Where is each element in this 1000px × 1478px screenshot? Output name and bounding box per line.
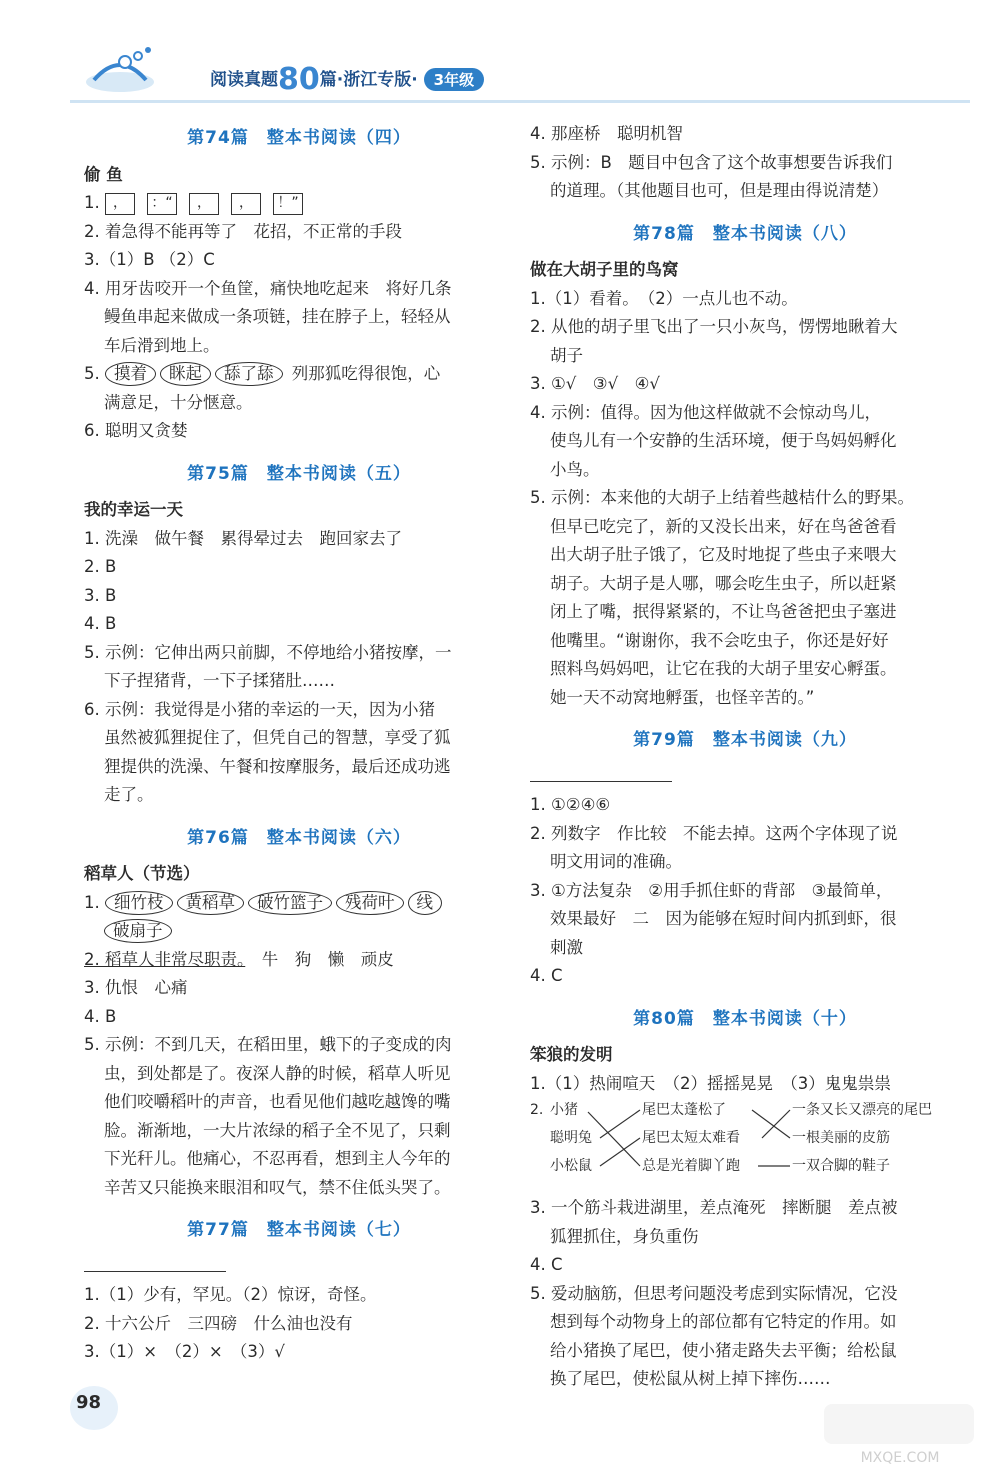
answer-74-3: 3.（1）B （2）C xyxy=(84,250,215,269)
match-right: 一条又长又漂亮的尾巴 xyxy=(792,1102,932,1118)
grade-badge: 3年级 xyxy=(424,68,484,91)
answer-74-5: 5. 摸着 眯起 舔了舔 列那狐吃得很饱，心 xyxy=(84,360,514,389)
answer-80-5: 5. 爱动脑筋，但思考问题没考虑到实际情况，它没 xyxy=(530,1283,898,1303)
answer-75-6: 6. 示例：我觉得是小猪的幸运的一天，因为小猪 xyxy=(84,699,435,719)
answer-80-1: 1.（1）热闹喧天 （2）摇摇晃晃 （3）鬼鬼祟祟 xyxy=(530,1073,891,1093)
answer-79-1: 1. ①②④⑥ xyxy=(530,795,611,814)
book-title xyxy=(210,62,484,97)
answer-76-3: 3. 仇恨 心痛 xyxy=(84,978,188,997)
answer-80-3: 3. 一个筋斗栽进湖里，差点淹死 摔断腿 差点被 xyxy=(530,1198,898,1217)
answer-78-5-cont: 他嘴里。“谢谢你，我不会吃虫子，你还是好好 xyxy=(550,630,889,650)
match-right: 一双合脚的鞋子 xyxy=(792,1158,890,1174)
right-column xyxy=(530,120,960,1394)
circled-word: 破扇子 xyxy=(104,919,172,943)
circled-word: 细竹枝 xyxy=(105,891,173,915)
answer-77-2: 2. 十六公斤 三四磅 什么油也没有 xyxy=(84,1313,353,1333)
circled-word: 残荷叶 xyxy=(336,891,404,915)
punct-box: ， xyxy=(189,193,219,215)
answer-78-5-cont: 但早已吃完了，新的又没长出来，好在鸟爸爸看 xyxy=(550,516,897,536)
answer-74-2: 2. 着急得不能再等了 花招，不正常的手段 xyxy=(84,221,402,241)
answer-79-2: 2. 列数字 作比较 不能去掉。这两个字体现了说 xyxy=(530,823,898,843)
answer-80-4: 4. C xyxy=(530,1255,563,1274)
match-mid: 总是光着脚丫跑 xyxy=(642,1158,740,1174)
answer-76-1: 1. 细竹枝 黄稻草 破竹篮子 残荷叶 线 xyxy=(84,889,514,918)
answer-75-5: 5. 示例：它伸出两只前脚，不停地给小猪按摩，一 xyxy=(84,642,452,662)
story-title-78: 做在大胡子里的鸟窝 xyxy=(530,260,679,279)
answer-77-4: 4. 那座桥 聪明机智 xyxy=(530,124,683,143)
answer-79-3-cont: 效果最好 二 因为能够在短时间内抓到虾，很 xyxy=(550,909,897,928)
answer-74-5-cont: 满意足，十分惬意。 xyxy=(104,392,253,412)
answer-75-6-cont: 虽然被狐狸捉住了，但凭自己的智慧，享受了狐 xyxy=(104,728,451,747)
story-title-blank-79 xyxy=(530,763,960,792)
answer-76-5-cont: 脸。渐渐地，一大片浓绿的稻子全不见了，只剩 xyxy=(104,1120,451,1140)
match-left: 聪明兔 xyxy=(550,1130,592,1146)
answer-74-4-cont: 鳗鱼串起来做成一条项链，挂在脖子上，轻轻从 xyxy=(104,307,451,326)
answer-75-1: 1. 洗澡 做午餐 累得晕过去 跑回家去了 xyxy=(84,528,402,548)
answer-76-2: 2. 稻草人非常尽职责。 牛 狗 懒 顽皮 xyxy=(84,949,394,969)
answer-79-4: 4. C xyxy=(530,966,563,985)
answer-78-5-cont: 出大胡子肚子饿了，它及时地捉了些虫子来喂大 xyxy=(550,545,897,564)
answer-76-5-cont: 他们咬嚼稻叶的声音，也看见他们越吃越馋的嘴 xyxy=(104,1092,451,1111)
story-title-74: 偷 鱼 xyxy=(84,164,123,184)
answer-79-3: 3. ①方法复杂 ②用手抓住虾的背部 ③最简单， xyxy=(530,880,893,900)
answer-75-6-cont: 走了。 xyxy=(104,785,154,804)
match-mid: 尾巴太短太难看 xyxy=(642,1130,740,1146)
answer-76-5-cont: 辛苦又只能换来眼泪和叹气，禁不住低头哭了。 xyxy=(104,1177,451,1197)
answer-80-3-cont: 狐狸抓住，身负重伤 xyxy=(550,1226,699,1246)
answer-78-1: 1.（1）看着。 （2）一点儿也不动。 xyxy=(530,288,798,308)
answer-76-4: 4. B xyxy=(84,1006,117,1026)
punct-box: ！” xyxy=(273,193,303,215)
answer-79-2-cont: 明文用词的准确。 xyxy=(550,852,682,871)
circled-word: 黄稻草 xyxy=(177,891,245,915)
match-lines xyxy=(530,1098,960,1194)
section-heading-75: 第75篇 整本书阅读（五） xyxy=(187,463,411,484)
matching-diagram: 2. 小猪 聪明兔 小松鼠 尾巴太蓬松了 尾巴太短太难看 总是光着脚丫跑 一条又长又漂亮的尾巴 一根美丽的皮筋 一双合脚的鞋子 xyxy=(530,1098,960,1194)
answer-74-1: 1. ， ：“ ， ， ！” xyxy=(84,189,514,218)
page-number: 98 xyxy=(76,1392,102,1413)
answer-78-5-cont: 她一天不动窝地孵蛋，也怪辛苦的。” xyxy=(550,687,815,707)
answer-75-6-cont: 狸提供的洗澡、午餐和按摩服务，最后还成功逃 xyxy=(104,756,451,776)
answer-76-5-cont: 虫，到处都是了。夜深人静的时候，稻草人听见 xyxy=(104,1063,451,1083)
section-heading-77: 第77篇 整本书阅读（七） xyxy=(187,1220,411,1240)
circled-word: 线 xyxy=(408,891,443,915)
story-title-80: 笨狼的发明 xyxy=(530,1045,613,1064)
watermark-logo-icon xyxy=(820,1400,980,1470)
answer-78-4-cont: 使鸟儿有一个安静的生活环境，便于鸟妈妈孵化 xyxy=(550,431,897,450)
answer-78-4: 4. 示例：值得。因为他这样做就不会惊动鸟儿， xyxy=(530,402,881,422)
section-heading-80: 第80篇 整本书阅读（十） xyxy=(633,1008,857,1029)
punct-box: ， xyxy=(231,193,261,215)
punct-box: ：“ xyxy=(147,193,177,215)
section-heading-79: 第79篇 整本书阅读（九） xyxy=(633,730,857,750)
answer-78-5-cont: 闭上了嘴，抿得紧紧的，不让鸟爸爸把虫子塞进 xyxy=(550,602,897,621)
answer-80-5-cont: 换了尾巴，使松鼠从树上掉下摔伤…… xyxy=(550,1369,831,1388)
answer-78-4-cont: 小鸟。 xyxy=(550,459,600,479)
answer-75-4: 4. B xyxy=(84,614,117,633)
answer-80-5-cont: 给小猪换了尾巴，使小猪走路失去平衡；给松鼠 xyxy=(550,1340,897,1360)
punct-box: ， xyxy=(105,193,135,215)
answer-74-6: 6. 聪明又贪婪 xyxy=(84,421,188,440)
story-title-75: 我的幸运一天 xyxy=(84,500,183,519)
answer-78-3: 3. ①√ ③√ ④√ xyxy=(530,374,660,393)
answer-77-3: 3.（1）× （2）× （3）√ xyxy=(84,1342,285,1361)
section-heading-76: 第76篇 整本书阅读（六） xyxy=(187,827,411,848)
answer-76-5-cont: 下光秆儿。他痛心，不忍再看，想到主人今年的 xyxy=(104,1149,451,1168)
page-header xyxy=(70,40,590,100)
title-prefix: 阅读真题 xyxy=(210,70,278,90)
match-left: 小猪 xyxy=(550,1102,578,1118)
answer-78-5-cont: 照料鸟妈妈吧，让它在我的大胡子里安心孵蛋。 xyxy=(550,659,897,678)
section-heading-74: 第74篇 整本书阅读（四） xyxy=(187,128,411,148)
circled-word: 摸着 xyxy=(105,362,156,386)
answer-77-5-cont: 的道理。（其他题目也可，但是理由得说清楚） xyxy=(550,181,889,200)
svg-text:MXQE.COM: MXQE.COM xyxy=(860,1450,940,1466)
match-mid: 尾巴太蓬松了 xyxy=(642,1102,726,1118)
answer-77-5: 5. 示例：B 题目中包含了这个故事想要告诉我们 xyxy=(530,152,893,172)
answer-76-1-cont xyxy=(84,917,514,946)
answer-80-5-cont: 想到每个动物身上的部位都有它特定的作用。如 xyxy=(550,1312,897,1331)
answer-74-4: 4. 用牙齿咬开一个鱼筐，痛快地吃起来 将好几条 xyxy=(84,278,452,298)
answer-78-2-cont: 胡子 xyxy=(550,345,583,365)
answer-75-3: 3. B xyxy=(84,585,117,605)
story-title-76: 稻草人（节选） xyxy=(84,864,200,883)
title-number: 80 xyxy=(278,62,320,97)
answer-78-5-cont: 胡子。大胡子是人哪，哪会吃生虫子，所以赶紧 xyxy=(550,573,897,593)
circled-word: 破竹篮子 xyxy=(248,891,332,915)
book-logo-icon xyxy=(80,40,230,100)
match-left: 小松鼠 xyxy=(550,1158,592,1174)
answer-79-3-cont: 刺激 xyxy=(550,937,583,957)
answer-78-5: 5. 示例：本来他的大胡子上结着些越桔什么的野果。 xyxy=(530,488,914,507)
match-right: 一根美丽的皮筋 xyxy=(792,1130,890,1146)
circled-word: 眯起 xyxy=(160,362,211,386)
answer-75-2: 2. B xyxy=(84,557,117,576)
answer-74-4-cont: 车后滑到地上。 xyxy=(104,335,220,355)
answer-77-1: 1.（1）少有，罕见。（2）惊讶，奇怪。 xyxy=(84,1285,377,1304)
left-column xyxy=(84,120,514,1367)
title-suffix: 篇·浙江专版· xyxy=(319,70,418,90)
section-heading-78: 第78篇 整本书阅读（八） xyxy=(633,223,857,244)
answer-75-5-cont: 下子捏猪背，一下子揉猪肚…… xyxy=(104,671,335,690)
answer-76-5: 5. 示例：不到几天，在稻田里，蛾下的子变成的肉 xyxy=(84,1035,452,1054)
header-divider xyxy=(70,100,970,103)
story-title-blank-77 xyxy=(84,1253,514,1282)
answer-78-2: 2. 从他的胡子里飞出了一只小灰鸟，愣愣地瞅着大 xyxy=(530,317,898,336)
circled-word: 舔了舔 xyxy=(215,362,283,386)
